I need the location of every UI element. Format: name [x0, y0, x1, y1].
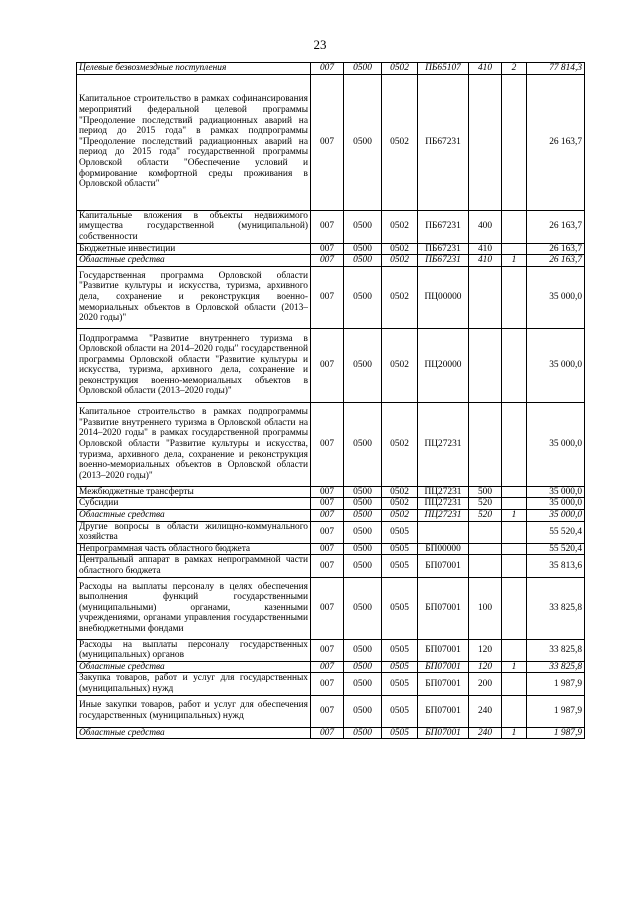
subsection-code: 0505 [382, 555, 418, 577]
section-code: 0500 [344, 210, 382, 243]
funding-source-code [502, 577, 527, 639]
target-code: ПЦ00000 [418, 266, 469, 328]
expense-type-code: 120 [469, 639, 502, 661]
funding-source-code [502, 74, 527, 210]
section-code: 0500 [344, 486, 382, 498]
row-name: Государственная программа Орловской области "Развитие культуры и искусства, туризма, архивного дела, сохранение и реконструкция военно-мемориальных объектов в Орловской области (2013–2020 годы)" [77, 266, 311, 328]
grbs-code: 007 [311, 673, 344, 695]
grbs-code: 007 [311, 577, 344, 639]
funding-source-code [502, 402, 527, 486]
amount: 26 163,7 [527, 74, 585, 210]
subsection-code: 0502 [382, 266, 418, 328]
section-code: 0500 [344, 727, 382, 739]
amount: 35 000,0 [527, 266, 585, 328]
expense-type-code [469, 74, 502, 210]
target-code: БП07001 [418, 727, 469, 739]
target-code: ПЦ27231 [418, 498, 469, 510]
amount: 35 000,0 [527, 486, 585, 498]
amount: 55 520,4 [527, 543, 585, 555]
table-row [77, 402, 585, 486]
row-name: Другие вопросы в области жилищно-коммунального хозяйства [77, 521, 311, 543]
table-row [77, 486, 585, 498]
expense-type-code: 400 [469, 210, 502, 243]
funding-source-code [502, 243, 527, 255]
target-code: БП07001 [418, 639, 469, 661]
funding-source-code [502, 543, 527, 555]
funding-source-code: 1 [502, 509, 527, 521]
amount: 33 825,8 [527, 639, 585, 661]
grbs-code: 007 [311, 521, 344, 543]
grbs-code: 007 [311, 555, 344, 577]
grbs-code: 007 [311, 661, 344, 673]
target-code: БП07001 [418, 555, 469, 577]
row-name: Расходы на выплаты персоналу государственных (муниципальных) органов [77, 639, 311, 661]
funding-source-code [502, 486, 527, 498]
subsection-code: 0502 [382, 243, 418, 255]
table-row [77, 727, 585, 739]
row-name: Расходы на выплаты персоналу в целях обеспечения выполнения функций государственными (муниципальными) органами, казенными учреждениями, органами управления государственными внебюджетными фондами [77, 577, 311, 639]
section-code: 0500 [344, 661, 382, 673]
target-code: ПБ67231 [418, 210, 469, 243]
funding-source-code [502, 498, 527, 510]
subsection-code: 0502 [382, 63, 418, 75]
row-name: Областные средства [77, 509, 311, 521]
row-name: Областные средства [77, 255, 311, 267]
expense-type-code [469, 521, 502, 543]
target-code: ПБ67231 [418, 255, 469, 267]
target-code: ПБ67231 [418, 243, 469, 255]
amount: 35 000,0 [527, 402, 585, 486]
amount: 35 000,0 [527, 498, 585, 510]
grbs-code: 007 [311, 63, 344, 75]
subsection-code: 0505 [382, 543, 418, 555]
table-row [77, 266, 585, 328]
subsection-code: 0505 [382, 521, 418, 543]
section-code: 0500 [344, 74, 382, 210]
grbs-code: 007 [311, 266, 344, 328]
funding-source-code: 2 [502, 63, 527, 75]
subsection-code: 0505 [382, 577, 418, 639]
subsection-code: 0505 [382, 673, 418, 695]
grbs-code: 007 [311, 695, 344, 727]
target-code: БП07001 [418, 695, 469, 727]
funding-source-code [502, 328, 527, 402]
amount: 1 987,9 [527, 673, 585, 695]
funding-source-code [502, 695, 527, 727]
section-code: 0500 [344, 673, 382, 695]
expense-type-code [469, 266, 502, 328]
funding-source-code [502, 210, 527, 243]
target-code: БП07001 [418, 661, 469, 673]
expense-type-code [469, 543, 502, 555]
table-row [77, 521, 585, 543]
subsection-code: 0502 [382, 210, 418, 243]
page-number: 23 [313, 37, 327, 52]
row-name: Закупка товаров, работ и услуг для государственных (муниципальных) нужд [77, 673, 311, 695]
funding-source-code: 1 [502, 255, 527, 267]
amount: 26 163,7 [527, 255, 585, 267]
row-name: Областные средства [77, 727, 311, 739]
expense-type-code [469, 555, 502, 577]
expense-type-code: 500 [469, 486, 502, 498]
funding-source-code: 1 [502, 727, 527, 739]
table-row [77, 577, 585, 639]
subsection-code: 0505 [382, 695, 418, 727]
grbs-code: 007 [311, 639, 344, 661]
grbs-code: 007 [311, 328, 344, 402]
target-code: ПБ67231 [418, 74, 469, 210]
subsection-code: 0502 [382, 498, 418, 510]
expense-type-code [469, 328, 502, 402]
amount: 26 163,7 [527, 210, 585, 243]
target-code: БП07001 [418, 577, 469, 639]
grbs-code: 007 [311, 727, 344, 739]
section-code: 0500 [344, 577, 382, 639]
amount: 1 987,9 [527, 727, 585, 739]
grbs-code: 007 [311, 74, 344, 210]
amount: 35 813,6 [527, 555, 585, 577]
grbs-code: 007 [311, 509, 344, 521]
amount: 55 520,4 [527, 521, 585, 543]
table-row [77, 673, 585, 695]
target-code: ПБ65107 [418, 63, 469, 75]
row-name: Межбюджетные трансферты [77, 486, 311, 498]
subsection-code: 0502 [382, 255, 418, 267]
subsection-code: 0502 [382, 328, 418, 402]
grbs-code: 007 [311, 498, 344, 510]
row-name: Непрограммная часть областного бюджета [77, 543, 311, 555]
budget-table [76, 62, 585, 739]
grbs-code: 007 [311, 486, 344, 498]
target-code: ПЦ27231 [418, 486, 469, 498]
row-name: Капитальные вложения в объекты недвижимого имущества государственной (муниципальной) собственности [77, 210, 311, 243]
funding-source-code [502, 266, 527, 328]
expense-type-code: 100 [469, 577, 502, 639]
expense-type-code: 200 [469, 673, 502, 695]
row-name: Центральный аппарат в рамках непрограммной части областного бюджета [77, 555, 311, 577]
target-code: ПЦ20000 [418, 328, 469, 402]
grbs-code: 007 [311, 210, 344, 243]
row-name: Субсидии [77, 498, 311, 510]
section-code: 0500 [344, 555, 382, 577]
subsection-code: 0505 [382, 639, 418, 661]
section-code: 0500 [344, 639, 382, 661]
amount: 1 987,9 [527, 695, 585, 727]
row-name: Областные средства [77, 661, 311, 673]
section-code: 0500 [344, 695, 382, 727]
table-row [77, 498, 585, 510]
table-row [77, 555, 585, 577]
funding-source-code: 1 [502, 661, 527, 673]
amount: 33 825,8 [527, 577, 585, 639]
table-row [77, 255, 585, 267]
grbs-code: 007 [311, 543, 344, 555]
expense-type-code: 120 [469, 661, 502, 673]
row-name: Иные закупки товаров, работ и услуг для обеспечения государственных (муниципальных) нужд [77, 695, 311, 727]
amount: 35 000,0 [527, 328, 585, 402]
section-code: 0500 [344, 498, 382, 510]
table-row [77, 63, 585, 75]
section-code: 0500 [344, 543, 382, 555]
subsection-code: 0502 [382, 402, 418, 486]
table-row [77, 661, 585, 673]
section-code: 0500 [344, 509, 382, 521]
target-code: БП00000 [418, 543, 469, 555]
subsection-code: 0505 [382, 661, 418, 673]
row-name: Целевые безвозмездные поступления [77, 63, 311, 75]
table-row [77, 328, 585, 402]
expense-type-code: 240 [469, 727, 502, 739]
expense-type-code: 520 [469, 498, 502, 510]
table-row [77, 210, 585, 243]
row-name: Подпрограмма "Развитие внутреннего туризма в Орловской области на 2014–2020 годы" государственной программы Орловской области "Развитие культуры и искусства, туризма, архивного дела, сохранение и реконструкция военно-мемориальных объектов в Орловской области (2013–2020 годы)" [77, 328, 311, 402]
amount: 26 163,7 [527, 243, 585, 255]
expense-type-code: 240 [469, 695, 502, 727]
section-code: 0500 [344, 328, 382, 402]
table-row [77, 509, 585, 521]
target-code: БП07001 [418, 673, 469, 695]
target-code [418, 521, 469, 543]
row-name: Капитальное строительство в рамках софинансирования мероприятий федеральной целевой программы "Преодоление последствий радиационных аварий на период до 2015 года" в рамках подпрограммы "Преодоление последствий радиационных аварий на период до 2015 года" государственной программы Орловской области "Обеспечение условий и формирование комфортной среды проживания в Орловской области" [77, 74, 311, 210]
funding-source-code [502, 639, 527, 661]
amount: 33 825,8 [527, 661, 585, 673]
subsection-code: 0505 [382, 727, 418, 739]
section-code: 0500 [344, 402, 382, 486]
expense-type-code: 410 [469, 243, 502, 255]
grbs-code: 007 [311, 243, 344, 255]
target-code: ПЦ27231 [418, 509, 469, 521]
subsection-code: 0502 [382, 509, 418, 521]
table-row [77, 243, 585, 255]
section-code: 0500 [344, 521, 382, 543]
table-row [77, 639, 585, 661]
expense-type-code: 520 [469, 509, 502, 521]
section-code: 0500 [344, 255, 382, 267]
funding-source-code [502, 673, 527, 695]
expense-type-code: 410 [469, 63, 502, 75]
amount: 35 000,0 [527, 509, 585, 521]
table-row [77, 74, 585, 210]
grbs-code: 007 [311, 402, 344, 486]
funding-source-code [502, 555, 527, 577]
expense-type-code: 410 [469, 255, 502, 267]
funding-source-code [502, 521, 527, 543]
section-code: 0500 [344, 243, 382, 255]
expense-type-code [469, 402, 502, 486]
section-code: 0500 [344, 266, 382, 328]
table-row [77, 543, 585, 555]
table-row [77, 695, 585, 727]
subsection-code: 0502 [382, 74, 418, 210]
row-name: Капитальное строительство в рамках подпрограммы "Развитие внутреннего туризма в Орловской области на 2014–2020 годы" в рамках государственной программы Орловской области "Развитие культуры и искусства, туризма, архивного дела, сохранение и реконструкция военно-мемориальных объектов в Орловской области (2013–2020 годы)" [77, 402, 311, 486]
subsection-code: 0502 [382, 486, 418, 498]
target-code: ПЦ27231 [418, 402, 469, 486]
grbs-code: 007 [311, 255, 344, 267]
amount: 77 814,3 [527, 63, 585, 75]
row-name: Бюджетные инвестиции [77, 243, 311, 255]
section-code: 0500 [344, 63, 382, 75]
